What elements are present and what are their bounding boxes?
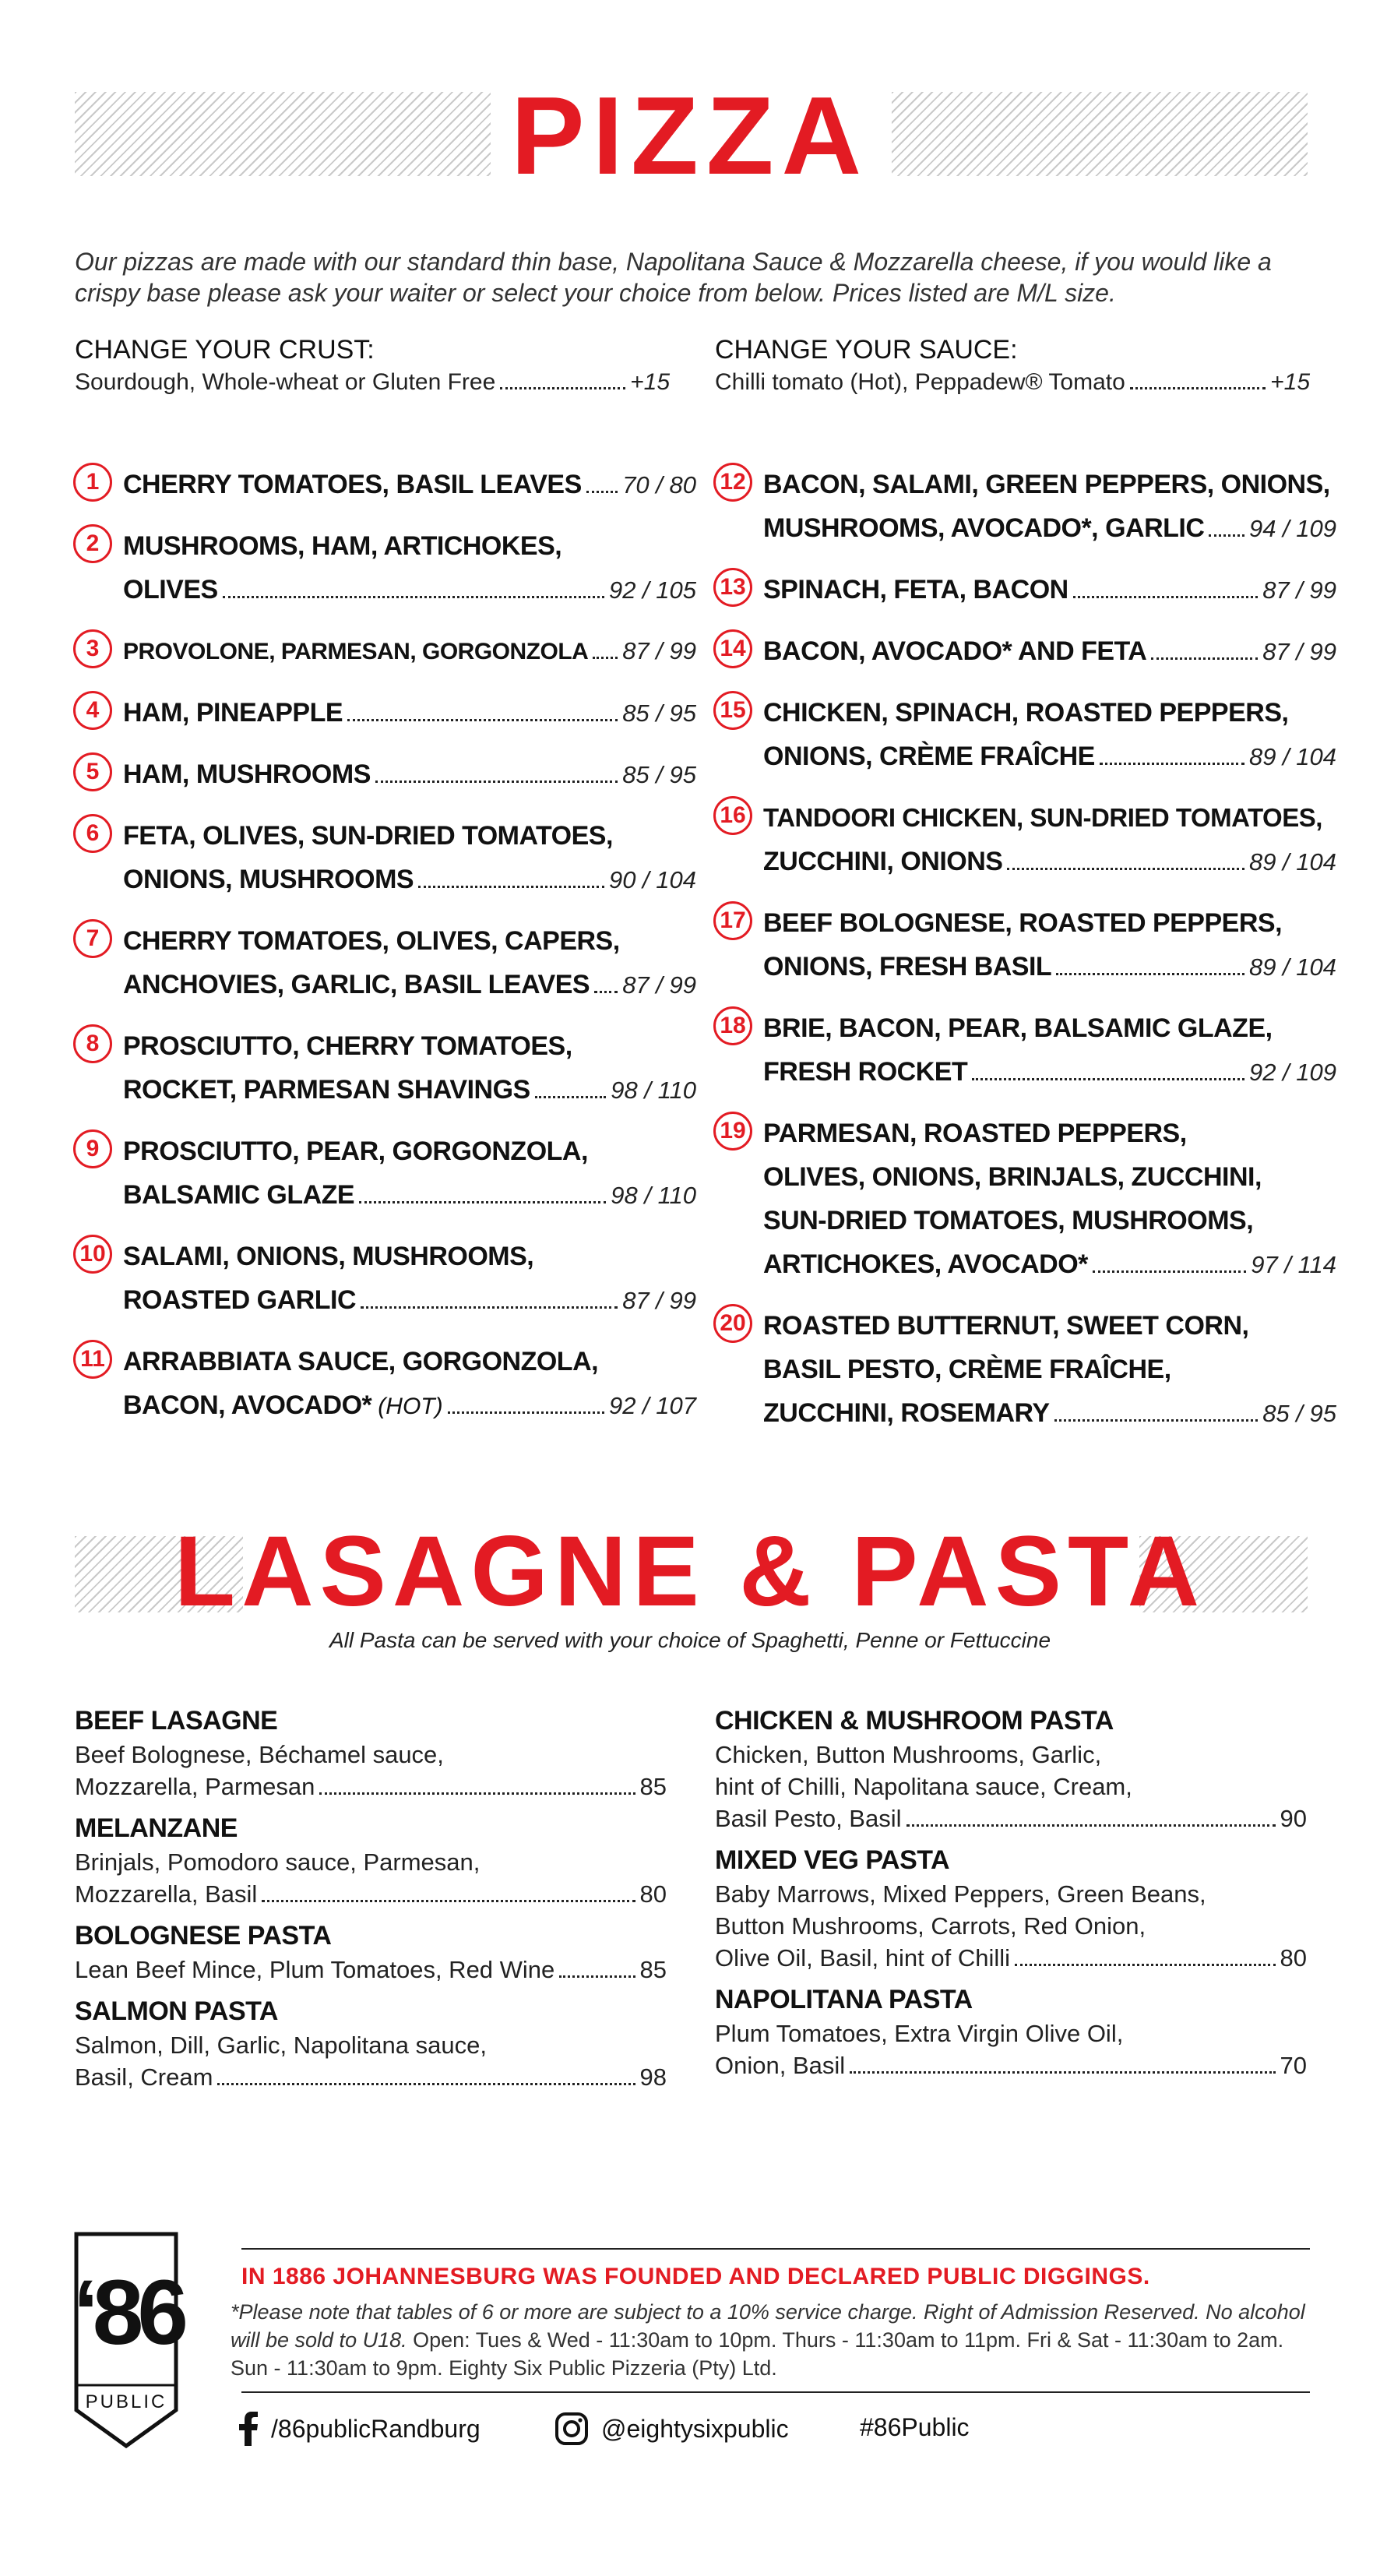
pizza-item-name: OLIVES bbox=[123, 575, 218, 604]
item-number-badge: 3 bbox=[73, 629, 112, 668]
pasta-item-description: Beef Bolognese, Béchamel sauce, bbox=[75, 1741, 444, 1768]
pasta-item-price: 70 bbox=[1280, 2052, 1307, 2079]
pizza-item bbox=[713, 1304, 1336, 1436]
pizza-item bbox=[73, 814, 696, 902]
pizza-item-price: 97 / 114 bbox=[1251, 1251, 1336, 1278]
pizza-item-name: BACON, AVOCADO* AND FETA bbox=[763, 636, 1147, 666]
pizza-item bbox=[73, 629, 696, 674]
logo-number: ‘86 bbox=[73, 2261, 183, 2364]
pizza-item bbox=[713, 1006, 1336, 1094]
pizza-item bbox=[713, 796, 1336, 884]
pizza-item-name: SUN-DRIED TOMATOES, MUSHROOMS, bbox=[763, 1206, 1254, 1235]
pasta-item-description: Basil Pesto, Basil bbox=[715, 1805, 902, 1832]
pasta-item bbox=[75, 1703, 667, 1802]
pizza-list-right bbox=[713, 463, 1336, 1453]
pizza-item bbox=[73, 1024, 696, 1112]
pizza-item bbox=[73, 752, 696, 797]
pasta-item-name: MIXED VEG PASTA bbox=[715, 1845, 950, 1875]
pizza-item bbox=[73, 524, 696, 612]
item-number-badge: 17 bbox=[713, 901, 752, 940]
pizza-item-price: 70 / 80 bbox=[622, 471, 696, 499]
pizza-item-name: ROCKET, PARMESAN SHAVINGS bbox=[123, 1075, 530, 1105]
pizza-item bbox=[713, 463, 1336, 551]
pizza-item-name: PROSCIUTTO, CHERRY TOMATOES, bbox=[123, 1031, 572, 1061]
facebook-link[interactable]: /86publicRandburg bbox=[238, 2412, 481, 2446]
pasta-item-description: Brinjals, Pomodoro sauce, Parmesan, bbox=[75, 1848, 481, 1876]
pizza-item-price: 87 / 99 bbox=[1262, 576, 1336, 604]
pizza-item-price: 85 / 95 bbox=[622, 761, 696, 788]
item-number-badge: 14 bbox=[713, 629, 752, 668]
pasta-item-price: 80 bbox=[1280, 1944, 1307, 1972]
pasta-item-description: Chicken, Button Mushrooms, Garlic, bbox=[715, 1741, 1102, 1768]
pizza-item-name: BACON, AVOCADO* bbox=[123, 1390, 372, 1420]
footer-divider-top bbox=[241, 2248, 1310, 2250]
hashtag-label: #86Public bbox=[860, 2413, 970, 2441]
item-number-badge: 20 bbox=[713, 1304, 752, 1343]
pizza-item-name: MUSHROOMS, HAM, ARTICHOKES, bbox=[123, 531, 562, 561]
brand-logo bbox=[73, 2231, 183, 2449]
pizza-item-name: ARRABBIATA SAUCE, GORGONZOLA, bbox=[123, 1347, 599, 1376]
item-number-badge: 4 bbox=[73, 691, 112, 730]
item-number-badge: 10 bbox=[73, 1235, 112, 1274]
pizza-item-name: BASIL PESTO, CRÈME FRAÎCHE, bbox=[763, 1355, 1171, 1384]
pizza-item bbox=[73, 1235, 696, 1323]
pizza-item-price: 87 / 99 bbox=[622, 1287, 696, 1314]
pasta-item bbox=[715, 1982, 1307, 2081]
pasta-list-right bbox=[715, 1703, 1307, 2089]
pizza-item-price: 85 / 95 bbox=[622, 700, 696, 727]
facebook-icon bbox=[238, 2412, 259, 2446]
pasta-item-name: BEEF LASAGNE bbox=[75, 1706, 278, 1736]
item-number-badge: 15 bbox=[713, 691, 752, 730]
pizza-item-name: SALAMI, ONIONS, MUSHROOMS, bbox=[123, 1242, 534, 1271]
pizza-item-price: 92 / 109 bbox=[1248, 1059, 1336, 1086]
pasta-item-description: Olive Oil, Basil, hint of Chilli bbox=[715, 1944, 1011, 1972]
pasta-title: LASAGNE & PASTA bbox=[174, 1516, 1206, 1627]
pasta-item-price: 85 bbox=[639, 1773, 667, 1800]
pizza-item-price: 89 / 104 bbox=[1248, 743, 1336, 770]
pasta-item-description: Baby Marrows, Mixed Peppers, Green Beans, bbox=[715, 1880, 1206, 1908]
pasta-item-description: Lean Beef Mince, Plum Tomatoes, Red Wine bbox=[75, 1956, 555, 1983]
pizza-item bbox=[73, 1340, 696, 1429]
pizza-list-left bbox=[73, 463, 696, 1446]
pasta-item-description: Mozzarella, Basil bbox=[75, 1880, 258, 1908]
item-number-badge: 1 bbox=[73, 463, 112, 502]
pizza-item-name: HAM, MUSHROOMS bbox=[123, 759, 371, 789]
pizza-item-name: ZUCCHINI, ONIONS bbox=[763, 847, 1003, 876]
pizza-intro: Our pizzas are made with our standard thin base, Napolitana Sauce & Mozzarella cheese, if you would like a crispy base please ask your waiter or select your choice from below. Prices listed are M/L size. bbox=[75, 248, 1272, 307]
pizza-item-name: CHERRY TOMATOES, OLIVES, CAPERS, bbox=[123, 926, 620, 956]
pasta-item-name: CHICKEN & MUSHROOM PASTA bbox=[715, 1706, 1114, 1736]
pasta-item bbox=[75, 1918, 667, 1986]
pasta-item bbox=[715, 1703, 1307, 1834]
pizza-item-name: SPINACH, FETA, BACON bbox=[763, 575, 1068, 604]
pasta-item-price: 85 bbox=[639, 1956, 667, 1983]
pizza-item bbox=[713, 691, 1336, 779]
pizza-item-price: 90 / 104 bbox=[608, 866, 696, 893]
crust-heading: CHANGE YOUR CRUST: bbox=[75, 335, 375, 365]
pizza-item-name: CHERRY TOMATOES, BASIL LEAVES bbox=[123, 470, 582, 499]
pizza-item-name: ROASTED BUTTERNUT, SWEET CORN, bbox=[763, 1311, 1249, 1341]
pizza-item-name: ONIONS, CRÈME FRAÎCHE bbox=[763, 742, 1095, 771]
item-number-badge: 19 bbox=[713, 1112, 752, 1151]
pizza-item-name: ANCHOVIES, GARLIC, BASIL LEAVES bbox=[123, 970, 590, 999]
pizza-item bbox=[73, 463, 696, 507]
pasta-item-name: NAPOLITANA PASTA bbox=[715, 1985, 973, 2014]
item-number-badge: 18 bbox=[713, 1006, 752, 1045]
pizza-item-price: 94 / 109 bbox=[1248, 515, 1336, 542]
pizza-item-name: PARMESAN, ROASTED PEPPERS, bbox=[763, 1119, 1187, 1148]
pizza-item-name: ONIONS, FRESH BASIL bbox=[763, 952, 1052, 981]
pizza-item-name: BALSAMIC GLAZE bbox=[123, 1180, 355, 1210]
pizza-item-name: PROSCIUTTO, PEAR, GORGONZOLA, bbox=[123, 1136, 588, 1166]
item-number-badge: 7 bbox=[73, 919, 112, 958]
pizza-title: PIZZA bbox=[510, 74, 870, 198]
pizza-item bbox=[713, 568, 1336, 612]
logo-text: PUBLIC bbox=[85, 2391, 167, 2412]
pasta-item-description: Onion, Basil bbox=[715, 2052, 846, 2079]
item-number-badge: 2 bbox=[73, 524, 112, 563]
pizza-item-name: BEEF BOLOGNESE, ROASTED PEPPERS, bbox=[763, 908, 1283, 938]
pasta-item-name: MELANZANE bbox=[75, 1813, 238, 1843]
footer-notice: *Please note that tables of 6 or more are subject to a 10% service charge. Right of Admission Reserved. No alcohol will be sold to U18. Open: Tues & Wed - 11:30am to 10pm. Thurs - 11:30am to 11pm. Fri & Sat - 11:30am to 2am. Sun - 11:30am to 9pm. Eighty Six Public Pizzeria (Pty) Ltd. bbox=[231, 2300, 1305, 2380]
pasta-item-description: Plum Tomatoes, Extra Virgin Olive Oil, bbox=[715, 2020, 1124, 2047]
pizza-item-name: PROVOLONE, PARMESAN, GORGONZOLA bbox=[123, 639, 589, 664]
item-number-badge: 6 bbox=[73, 814, 112, 853]
instagram-link[interactable]: @eightysixpublic bbox=[554, 2412, 789, 2446]
pizza-item-price: 87 / 99 bbox=[622, 637, 696, 664]
pizza-item-name: BACON, SALAMI, GREEN PEPPERS, ONIONS, bbox=[763, 470, 1330, 499]
pasta-item bbox=[75, 1993, 667, 2093]
pasta-item-name: SALMON PASTA bbox=[75, 1996, 278, 2026]
pizza-item-name: ROASTED GARLIC bbox=[123, 1285, 356, 1315]
pizza-item-name: BRIE, BACON, PEAR, BALSAMIC GLAZE, bbox=[763, 1013, 1273, 1043]
pizza-item-price: 87 / 99 bbox=[622, 971, 696, 999]
pasta-item-price: 90 bbox=[1280, 1805, 1307, 1832]
item-number-badge: 13 bbox=[713, 568, 752, 607]
item-number-badge: 11 bbox=[73, 1340, 112, 1379]
pasta-item-description: Button Mushrooms, Carrots, Red Onion, bbox=[715, 1912, 1146, 1940]
pizza-item-name: OLIVES, ONIONS, BRINJALS, ZUCCHINI, bbox=[763, 1162, 1262, 1192]
pizza-item-price: 85 / 95 bbox=[1262, 1400, 1336, 1427]
pizza-item-price: 98 / 110 bbox=[611, 1077, 696, 1104]
pizza-item-name: ARTICHOKES, AVOCADO* bbox=[763, 1249, 1088, 1279]
instagram-icon bbox=[554, 2412, 589, 2446]
pizza-item bbox=[73, 691, 696, 735]
pizza-item bbox=[713, 629, 1336, 674]
item-number-badge: 16 bbox=[713, 796, 752, 835]
pizza-item-name: HAM, PINEAPPLE bbox=[123, 698, 343, 728]
pizza-item-name: CHICKEN, SPINACH, ROASTED PEPPERS, bbox=[763, 698, 1289, 728]
pizza-item-price: 89 / 104 bbox=[1248, 953, 1336, 981]
pizza-item bbox=[73, 919, 696, 1007]
pizza-item bbox=[73, 1129, 696, 1218]
pasta-item-description: Mozzarella, Parmesan bbox=[75, 1773, 315, 1800]
pasta-item-description: hint of Chilli, Napolitana sauce, Cream, bbox=[715, 1773, 1132, 1800]
footer-headline: IN 1886 JOHANNESBURG WAS FOUNDED AND DECLARED PUBLIC DIGGINGS. bbox=[241, 2264, 1150, 2289]
pizza-item-name: TANDOORI CHICKEN, SUN-DRIED TOMATOES, bbox=[763, 803, 1322, 832]
item-number-badge: 8 bbox=[73, 1024, 112, 1063]
item-number-badge: 9 bbox=[73, 1129, 112, 1168]
pasta-list-left bbox=[75, 1703, 667, 2101]
pizza-item-name: ZUCCHINI, ROSEMARY bbox=[763, 1398, 1050, 1428]
pizza-item-name: FRESH ROCKET bbox=[763, 1057, 968, 1087]
sauce-heading: CHANGE YOUR SAUCE: bbox=[715, 335, 1018, 365]
pasta-item bbox=[715, 1842, 1307, 1974]
pasta-item-description: Basil, Cream bbox=[75, 2063, 213, 2091]
pasta-item-description: Salmon, Dill, Garlic, Napolitana sauce, bbox=[75, 2032, 487, 2059]
hot-note: (HOT) bbox=[378, 1394, 443, 1419]
pasta-item-price: 98 bbox=[639, 2063, 667, 2091]
crust-options: Sourdough, Whole-wheat or Gluten Free +15 bbox=[75, 369, 670, 395]
sauce-options: Chilli tomato (Hot), Peppadew® Tomato +15 bbox=[715, 369, 1310, 395]
pizza-item bbox=[713, 1112, 1336, 1287]
pizza-item-name: FETA, OLIVES, SUN-DRIED TOMATOES, bbox=[123, 821, 613, 851]
item-number-badge: 5 bbox=[73, 752, 112, 791]
pizza-item-price: 92 / 107 bbox=[608, 1392, 696, 1419]
item-number-badge: 12 bbox=[713, 463, 752, 502]
pasta-item-price: 80 bbox=[639, 1880, 667, 1908]
pasta-intro: All Pasta can be served with your choice of Spaghetti, Penne or Fettuccine bbox=[329, 1628, 1051, 1652]
pizza-item-name: ONIONS, MUSHROOMS bbox=[123, 865, 414, 894]
pizza-item-price: 89 / 104 bbox=[1248, 848, 1336, 876]
pizza-item bbox=[713, 901, 1336, 989]
footer-divider-bottom bbox=[241, 2391, 1310, 2393]
pizza-item-price: 98 / 110 bbox=[611, 1182, 696, 1209]
pasta-item-name: BOLOGNESE PASTA bbox=[75, 1921, 332, 1951]
pizza-item-price: 87 / 99 bbox=[1262, 638, 1336, 665]
pasta-item bbox=[75, 1810, 667, 1910]
pizza-item-name: MUSHROOMS, AVOCADO*, GARLIC bbox=[763, 513, 1205, 543]
pizza-item-price: 92 / 105 bbox=[608, 576, 696, 604]
